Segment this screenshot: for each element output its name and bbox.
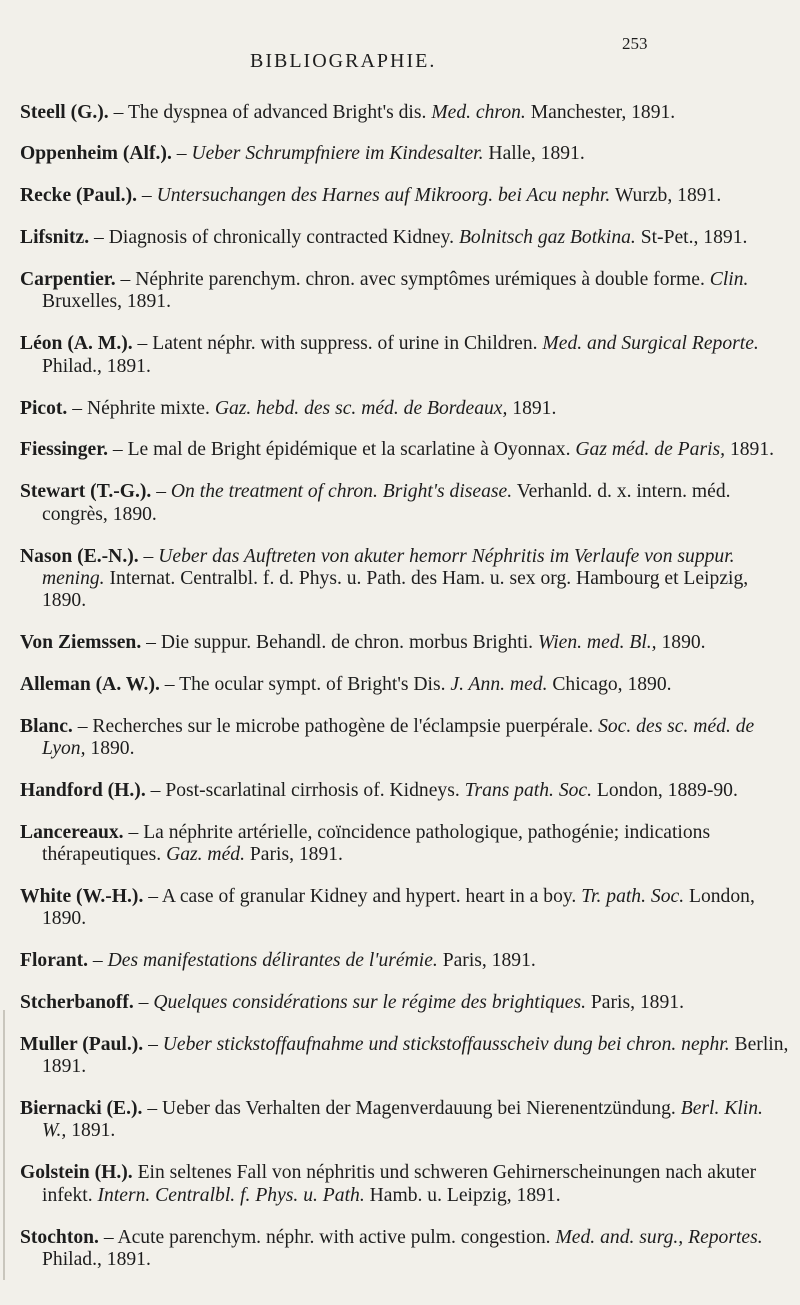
entry-title: Med. chron.: [431, 101, 526, 123]
entry-title: Gaz. méd.: [166, 844, 245, 866]
bibliography-list: [20, 82, 792, 1271]
entry-separator: –: [89, 227, 109, 249]
entry-title: J. Ann. med.: [450, 673, 548, 695]
entry-author: Stochton.: [20, 1226, 99, 1248]
page-edge-shadow: [3, 1010, 5, 1280]
entry-author: Picot.: [20, 397, 68, 419]
entry-text: Die suppur. Behandl. de chron. morbus Brighti.: [160, 631, 538, 653]
entry-author: Lifsnitz.: [20, 227, 90, 249]
entry-imprint: 1891.: [507, 397, 557, 419]
entry-separator: –: [137, 185, 157, 207]
entry-title: Des manifestations délirantes de l'urémie.: [107, 950, 438, 972]
entry-text: Diagnosis of chronically contracted Kidney.: [108, 227, 459, 249]
entry-title: Bolnitsch gaz Botkina.: [458, 227, 636, 249]
entry-imprint: Philad., 1891.: [42, 355, 151, 377]
entry-title: Intern. Centralbl. f. Phys. u. Path.: [97, 1184, 365, 1206]
entry-separator: –: [115, 269, 136, 291]
entry-separator: –: [159, 673, 180, 695]
entry-separator: –: [108, 101, 128, 123]
entry-author: Handford (H.).: [20, 779, 146, 801]
entry-imprint: 1891.: [725, 439, 775, 461]
entry-title: Gaz méd. de Paris,: [575, 439, 726, 461]
entry-text: Acute parenchym. néphr. with active pulm. congestion.: [117, 1226, 556, 1248]
entry-author: Alleman (A. W.).: [20, 673, 160, 695]
entry-imprint: London, 1889-90.: [592, 779, 738, 801]
entry-imprint: Chicago, 1890.: [547, 673, 672, 695]
bibliography-entry: [20, 950, 792, 972]
bibliography-entry: [20, 886, 792, 931]
bibliography-entry: [20, 1034, 792, 1079]
bibliography-entry: [20, 822, 792, 867]
entry-separator: –: [108, 439, 128, 461]
bibliography-entry: [20, 674, 792, 696]
entry-author: Recke (Paul.).: [20, 185, 137, 207]
entry-text: The ocular sympt. of Bright's Dis.: [179, 673, 451, 695]
entry-imprint: Philad., 1891.: [42, 1248, 151, 1270]
entry-imprint: Bruxelles, 1891.: [42, 291, 171, 313]
entry-title: Gaz. hebd. des sc. méd. de Bordeaux,: [214, 397, 508, 419]
bibliography-entry: [20, 481, 792, 526]
entry-title: Tr. path. Soc.: [581, 886, 685, 908]
entry-separator: –: [98, 1226, 118, 1248]
entry-text: Néphrite parenchym. chron. avec symptômes urémiques à double forme.: [135, 269, 710, 291]
bibliography-entry: [20, 398, 792, 420]
entry-separator: –: [88, 950, 108, 972]
entry-author: Léon (A. M.).: [20, 333, 133, 355]
entry-separator: –: [171, 143, 192, 165]
entry-imprint: Verhanld. d. x. intern. méd. congrès, 1890.: [42, 481, 731, 525]
entry-author: Stcherbanoff.: [20, 992, 134, 1014]
entry-author: Fiessinger.: [20, 439, 108, 461]
entry-author: Carpentier.: [20, 269, 116, 291]
page-number: 253: [622, 34, 648, 53]
entry-text: La néphrite artérielle, coïncidence pathologique, pathogénie; indications thérapeutiques.: [42, 821, 711, 866]
page-header: [0, 28, 800, 72]
entry-separator: –: [132, 333, 153, 355]
entry-imprint: 1891.: [66, 1120, 116, 1142]
running-head: BIBLIOGRAPHIE.: [250, 50, 437, 72]
entry-title: Berl. Klin. W.,: [42, 1098, 763, 1142]
entry-imprint: Paris, 1891.: [437, 950, 536, 972]
entry-title: Untersuchangen des Harnes auf Mikroorg. bei Acu nephr.: [156, 185, 611, 207]
entry-text: A case of granular Kidney and hypert. heart in a boy.: [161, 886, 582, 908]
entry-separator: –: [143, 1034, 163, 1055]
entry-author: Nason (E.-N.).: [20, 545, 139, 567]
entry-author: Golstein (H.).: [20, 1162, 133, 1184]
entry-separator: –: [143, 886, 162, 908]
entry-text: Le mal de Bright épidémique et la scarlatine à Oyonnax.: [127, 439, 576, 461]
entry-author: Biernacki (E.).: [20, 1098, 143, 1120]
entry-author: Stewart (T.-G.).: [20, 481, 152, 503]
entry-title: On the treatment of chron. Bright's disease.: [170, 481, 513, 503]
entry-title: Trans path. Soc.: [464, 779, 593, 801]
entry-separator: –: [67, 397, 87, 419]
bibliography-entry: [20, 992, 792, 1014]
entry-separator: –: [72, 715, 93, 737]
entry-author: Florant.: [20, 950, 89, 972]
entry-separator: –: [141, 631, 161, 653]
entry-imprint: Internat. Centralbl. f. d. Phys. u. Path. des Ham. u. sex org. Hambourg et Leipzig, 1890.: [42, 567, 749, 612]
entry-separator: –: [151, 481, 171, 503]
bibliography-entry: [20, 1162, 792, 1207]
entry-separator: –: [133, 992, 154, 1014]
bibliography-entry: [20, 333, 792, 378]
bibliography-entry: [20, 546, 792, 613]
entry-author: White (W.-H.).: [20, 886, 144, 908]
bibliography-entry: [20, 185, 792, 207]
entry-text: Recherches sur le microbe pathogène de l'éclampsie puerpérale.: [92, 715, 599, 737]
entry-text: Latent néphr. with suppress. of urine in Children.: [152, 333, 543, 355]
entry-imprint: Paris, 1891.: [586, 992, 684, 1014]
entry-imprint: Hamb. u. Leipzig, 1891.: [364, 1184, 561, 1206]
entry-title: Quelques considérations sur le régime des brightiques.: [153, 992, 586, 1014]
entry-text: The dyspnea of advanced Bright's dis.: [127, 101, 432, 123]
entry-imprint: St-Pet., 1891.: [635, 227, 748, 249]
entry-imprint: Halle, 1891.: [483, 143, 585, 165]
bibliography-entry: [20, 1098, 792, 1143]
entry-author: Muller (Paul.).: [20, 1034, 144, 1055]
entry-imprint: 1890.: [85, 738, 135, 760]
entry-title: Wien. med. Bl.,: [537, 631, 657, 653]
entry-separator: –: [142, 1098, 163, 1120]
bibliography-entry: [20, 632, 792, 654]
entry-author: Oppenheim (Alf.).: [20, 143, 172, 165]
entry-title: Med. and Surgical Reporte.: [542, 333, 759, 355]
entry-imprint: Paris, 1891.: [244, 844, 343, 866]
bibliography-entry: [20, 102, 792, 124]
entry-separator: –: [145, 779, 166, 801]
entry-text: Ueber das Verhalten der Magenverdauung bei Nierenentzündung.: [162, 1098, 681, 1120]
entry-text: Néphrite mixte.: [86, 397, 215, 419]
entry-imprint: 1890.: [656, 631, 706, 653]
entry-title: Ueber das Auftreten von akuter hemorr Néphritis im Verlaufe von suppur. mening.: [42, 545, 735, 589]
entry-title: Ueber stickstoffaufnahme und stickstoffausscheiv dung bei chron. nephr.: [162, 1034, 730, 1055]
entry-author: Von Ziemssen.: [20, 631, 142, 653]
entry-imprint: Manchester, 1891.: [525, 101, 676, 123]
bibliography-entry: [20, 143, 792, 165]
entry-title: Soc. des sc. méd. de Lyon,: [42, 715, 755, 760]
entry-title: Med. and. surg., Reportes.: [555, 1226, 763, 1248]
bibliography-entry: [20, 780, 792, 802]
entry-text: Post-scarlatinal cirrhosis of. Kidneys.: [165, 779, 465, 801]
entry-separator: –: [123, 821, 144, 843]
entry-title: Ueber Schrumpfniere im Kindesalter.: [191, 143, 484, 165]
bibliography-entry: [20, 439, 792, 461]
bibliography-entry: [20, 1227, 792, 1272]
entry-author: Blanc.: [20, 715, 73, 737]
bibliography-entry: [20, 269, 792, 314]
entry-text: Ein seltenes Fall von néphritis und schweren Gehirnerscheinungen nach akuter infekt.: [42, 1162, 757, 1206]
entry-separator: –: [138, 545, 159, 567]
entry-author: Lancereaux.: [20, 821, 124, 843]
bibliography-entry: [20, 716, 792, 761]
entry-title: Clin.: [709, 269, 749, 291]
entry-imprint: London, 1890.: [42, 886, 755, 930]
entry-imprint: Berlin, 1891.: [42, 1034, 789, 1078]
bibliography-entry: [20, 227, 792, 249]
entry-imprint: Wurzb, 1891.: [610, 185, 722, 207]
entry-author: Steell (G.).: [20, 101, 109, 123]
